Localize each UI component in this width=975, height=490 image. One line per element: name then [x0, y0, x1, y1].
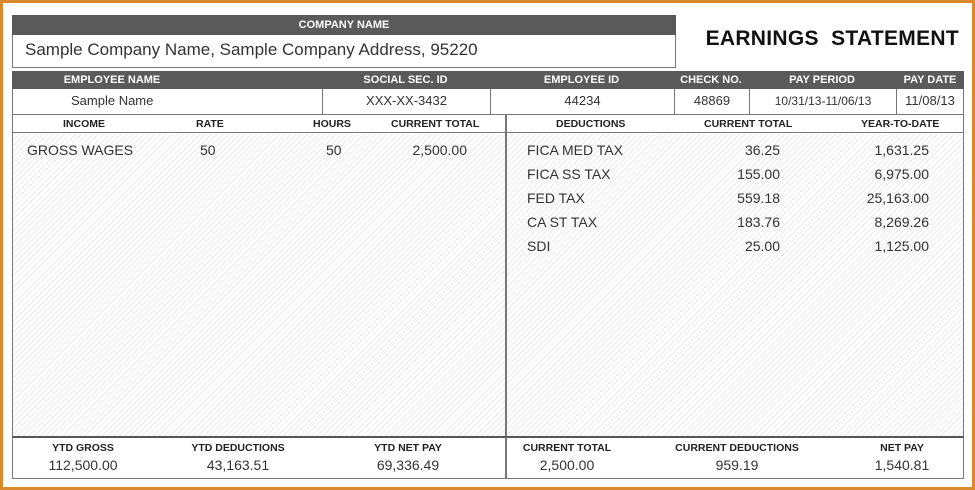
deduction-current: 25.00 — [744, 238, 780, 254]
hours-col-header: HOURS — [313, 118, 351, 130]
table-row — [13, 142, 505, 162]
deduction-name: FICA MED TAX — [527, 142, 623, 158]
rate-col-header: RATE — [196, 118, 224, 130]
deduction-name: CA ST TAX — [527, 214, 598, 230]
ytd-net-pay-value: 69,336.49 — [376, 457, 440, 473]
company-name-box — [12, 35, 676, 68]
pay-period-value: 10/31/13-11/06/13 — [750, 89, 897, 114]
check-no-value: 48869 — [675, 89, 750, 114]
income-current-total-col-header: CURRENT TOTAL — [391, 118, 480, 130]
income-rate: 50 — [200, 142, 216, 158]
deduction-current: 559.18 — [737, 190, 780, 206]
income-panel — [12, 115, 506, 436]
ytd-gross-value: 112,500.00 — [48, 457, 118, 473]
current-total-value: 2,500.00 — [539, 457, 595, 473]
year-to-date-col-header: YEAR-TO-DATE — [861, 118, 940, 130]
table-row — [507, 142, 963, 164]
table-row — [507, 214, 963, 236]
company-name-bar — [12, 15, 676, 35]
income-hours: 50 — [326, 142, 342, 158]
employee-name-value: Sample Name — [13, 89, 323, 114]
table-row — [507, 166, 963, 188]
company-name-label: COMPANY NAME — [298, 19, 390, 31]
net-pay-value: 1,540.81 — [874, 457, 930, 473]
deduction-current: 155.00 — [737, 166, 780, 182]
statement-title: EARNINGS STATEMENT — [705, 27, 959, 50]
net-pay-label: NET PAY — [880, 442, 924, 454]
current-deductions-label: CURRENT DEDUCTIONS — [675, 442, 799, 454]
pay-date-value: 11/08/13 — [905, 93, 955, 108]
ytd-gross-label: YTD GROSS — [52, 442, 114, 454]
ssn-label: SOCIAL SEC. ID — [363, 74, 448, 86]
deduction-ytd: 8,269.26 — [874, 214, 929, 230]
current-deductions-value: 959.19 — [715, 457, 759, 473]
deduction-ytd: 1,631.25 — [874, 142, 929, 158]
pay-period-label: PAY PERIOD — [789, 74, 855, 86]
deduction-ytd: 1,125.00 — [874, 238, 929, 254]
deductions-panel — [506, 115, 964, 436]
pay-date-label: PAY DATE — [903, 74, 957, 86]
income-type: GROSS WAGES — [27, 142, 134, 158]
employee-id-label: EMPLOYEE ID — [543, 74, 620, 86]
deductions-current-total-col-header: CURRENT TOTAL — [704, 118, 793, 130]
table-row — [507, 238, 963, 260]
income-col-header: INCOME — [63, 118, 105, 130]
deduction-name: FED TAX — [527, 190, 585, 206]
ssn-value: XXX-XX-3432 — [323, 89, 491, 114]
income-header-row — [13, 115, 505, 133]
deduction-ytd: 6,975.00 — [874, 166, 929, 182]
deductions-col-header: DEDUCTIONS — [556, 118, 626, 130]
employee-info-row — [12, 89, 964, 115]
ytd-deductions-label: YTD DEDUCTIONS — [191, 442, 285, 454]
income-body — [13, 134, 505, 436]
employee-id-value: 44234 — [491, 89, 675, 114]
ytd-deductions-value: 43,163.51 — [206, 457, 270, 473]
deduction-ytd: 25,163.00 — [866, 190, 929, 206]
deduction-name: FICA SS TAX — [527, 166, 611, 182]
income-current-total: 2,500.00 — [412, 142, 467, 158]
company-name-value: Sample Company Name, Sample Company Address, 95220 — [25, 40, 478, 59]
check-no-label: CHECK NO. — [680, 74, 742, 86]
current-total-label: CURRENT TOTAL — [522, 442, 612, 454]
deductions-body — [507, 134, 963, 436]
deduction-current: 36.25 — [744, 142, 780, 158]
deduction-name: SDI — [527, 238, 551, 254]
ytd-summary — [12, 436, 506, 479]
deduction-current: 183.76 — [737, 214, 780, 230]
ytd-net-pay-label: YTD NET PAY — [374, 442, 442, 454]
employee-info-bar — [12, 71, 964, 89]
employee-name-label: EMPLOYEE NAME — [63, 74, 161, 86]
deductions-header-row — [507, 115, 963, 133]
current-summary — [506, 436, 964, 479]
table-row — [507, 190, 963, 212]
